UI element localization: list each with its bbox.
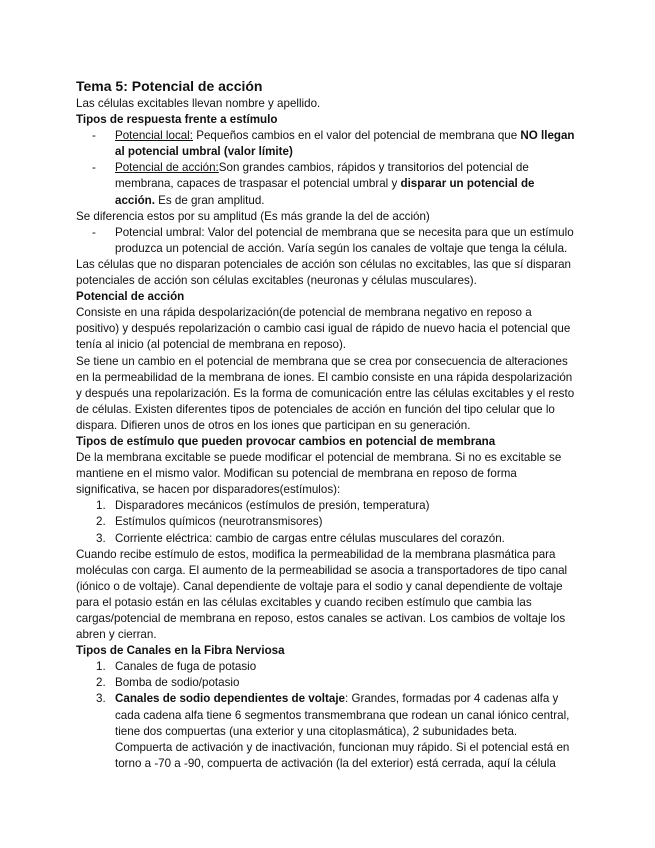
list-item-potencial-accion	[76, 160, 576, 208]
definition-tail: Es de gran amplitud.	[154, 193, 265, 207]
list-text: Estímulos químicos (neurotransmisores)	[115, 515, 323, 529]
definition-text: Son grandes cambios, rápidos y transitorios del potencial de membrana, capaces de traspasar el potencial umbral y	[115, 161, 529, 191]
list-number: 1.	[96, 660, 106, 674]
list-text: Disparadores mecánicos (estímulos de presión, temperatura)	[115, 499, 430, 513]
list-item	[76, 514, 576, 530]
intro-paragraph: Las células excitables llevan nombre y apellido.	[76, 97, 321, 110]
term-potencial-local: Potencial local:	[115, 129, 193, 143]
list-number: 3.	[96, 531, 106, 545]
list-number: 2.	[96, 676, 106, 690]
list-item	[76, 659, 576, 675]
section-heading-tipos-respuesta: Tipos de respuesta frente a estímulo	[76, 113, 278, 127]
list-number: 3.	[96, 692, 106, 706]
bold-term: Canales de sodio dependientes de voltaje	[115, 692, 346, 706]
bullet-dash: -	[92, 225, 96, 239]
term-potencial-accion: Potencial de acción:	[115, 161, 219, 175]
definition-text: Pequeños cambios en el valor del potencial de membrana que	[192, 129, 521, 143]
list-item-potencial-local	[76, 128, 576, 160]
definition-text: Potencial umbral: Valor del potencial de membrana que se necesita para que un estímulo produzca un potencial de acción. Varía según los canales de voltaje que tenga la célula.	[115, 225, 574, 255]
list-item-canales-sodio	[76, 691, 576, 771]
list-text: Canales de fuga de potasio	[115, 660, 257, 674]
section-heading-tipos-estimulo: Tipos de estímulo que pueden provocar cambios en potencial de membrana	[76, 434, 496, 448]
list-item	[76, 498, 576, 514]
list-text: Corriente eléctrica: cambio de cargas entre células musculares del corazón.	[115, 531, 505, 545]
list-number: 2.	[96, 515, 106, 529]
list-item	[76, 675, 576, 691]
list-item-potencial-umbral	[76, 225, 576, 257]
paragraph-canales: Cuando recibe estímulo de estos, modifica la permeabilidad de la membrana plasmática para moléculas con carga. El aumento de la permeabilidad se asocia a transportadores de tipo canal (iónico o de voltaje). Canal dependiente de voltaje para el sodio y canal dependiente de voltaje para el potasio están en las células excitables y cuando reciben estímulo que cambia las cargas/potencial de membrana en reposo, estos canales se activan. Los cambios de voltaje los abren y cierran.	[76, 547, 568, 642]
paragraph-excitables: Las células que no disparan potenciales de acción son células no excitables, las que sí disparan potenciales de acción son células excitables (neuronas y células musculares).	[76, 257, 571, 288]
bullet-dash: -	[92, 161, 96, 175]
page-title: Tema 5: Potencial de acción	[76, 78, 263, 94]
bold-emphasis: NO llegan al potencial umbral (valor límite)	[115, 129, 575, 159]
section-heading-potencial-accion: Potencial de acción	[76, 290, 185, 304]
document-page	[76, 78, 576, 772]
list-number: 1.	[96, 499, 106, 513]
bold-emphasis: disparar un potencial de acción.	[115, 177, 535, 207]
paragraph-diferencia: Se diferencia estos por su amplitud (Es más grande la del de acción)	[76, 209, 430, 223]
paragraph-permeabilidad: Se tiene un cambio en el potencial de membrana que se crea por consecuencia de alteraciones en la permeabilidad de la membrana de iones. El cambio consiste en una rápida despolarización y después una repolarización. Es la forma de comunicación entre las células excitables y el resto de células. Existen diferentes tipos de potenciales de acción en función del tipo celular que lo dispara. Difieren unos de otros en los iones que participan en su generación.	[76, 354, 575, 432]
list-text: : Grandes, formadas por 4 cadenas alfa y cada cadena alfa tiene 6 segmentos transmembrana que rodean un canal iónico central, tiene dos compuertas (una exterior y una citoplasmática), 2 subunidades beta. Compuerta de activación y de inactivación, funcionan muy rápido. Si el potencial está en torno a -70 a -90, compuerta de activación (la del exterior) está cerrada, aquí la célula	[115, 692, 570, 770]
paragraph-membrana-excitable: De la membrana excitable se puede modificar el potencial de membrana. Si no es excitable se mantiene en el mismo valor. Modifican su potencial de membrana en reposo de forma significativa, se hacen por disparadores(estímulos):	[76, 451, 562, 497]
paragraph-despolarizacion: Consiste en una rápida despolarización(de potencial de membrana negativo en reposo a positivo) y después repolarización o cambio casi igual de rápido de nuevo hacia el potencial que tenía al inicio (al potencial de membrana en reposo).	[76, 306, 571, 352]
list-item	[76, 531, 576, 547]
list-text: Bomba de sodio/potasio	[115, 676, 240, 690]
section-heading-tipos-canales: Tipos de Canales en la Fibra Nerviosa	[76, 644, 285, 658]
bullet-dash: -	[92, 129, 96, 143]
